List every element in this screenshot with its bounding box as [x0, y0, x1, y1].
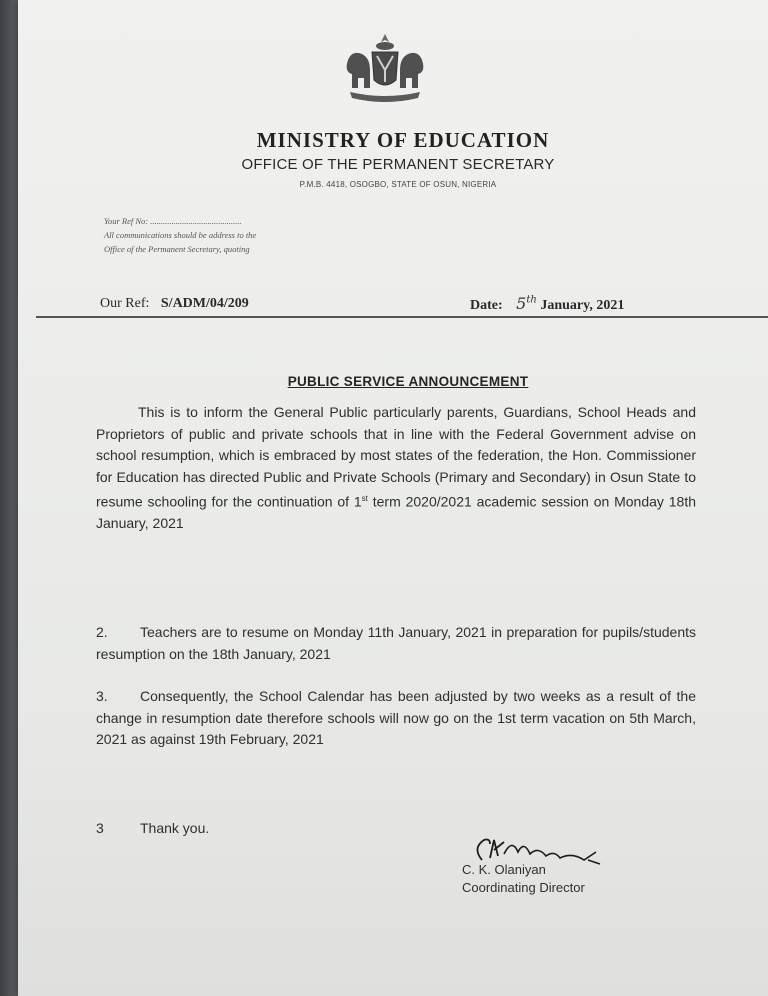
announcement-heading: PUBLIC SERVICE ANNOUNCEMENT: [287, 374, 529, 389]
office-subtitle: OFFICE OF THE PERMANENT SECRETARY: [241, 156, 555, 173]
our-ref-value: S/ADM/04/209: [160, 296, 249, 311]
paragraph-4: 3 Thank you.: [96, 818, 696, 840]
paragraph-3: 3. Consequently, the School Calendar has been adjusted by two weeks as a result of the change in resumption date therefore schools will now go on the 1st term vacation on 5th March, 2021 as against 19th February, 2021: [96, 688, 696, 747]
reference-note-line: All communications should be address to the: [104, 230, 257, 240]
signatory-title: Coordinating Director: [462, 880, 585, 895]
handwritten-day: 5th: [516, 294, 537, 313]
letter-page: [18, 0, 768, 996]
reference-note-line: Your Ref No: ...........................................: [104, 216, 242, 226]
paragraph-number: 3: [96, 820, 104, 836]
paragraph-2: 2. Teachers are to resume on Monday 11th January, 2021 in preparation for pupils/students resumption on the 18th January, 2021: [96, 624, 696, 662]
reference-note-line: Office of the Permanent Secretary, quoting: [104, 244, 250, 254]
reference-note: [104, 214, 364, 256]
our-ref-label: Our Ref:: [100, 296, 150, 311]
header-divider: [36, 316, 768, 318]
paragraph-number: 3.: [96, 688, 108, 704]
paragraph-number: 2.: [96, 624, 108, 640]
letter-date: [470, 294, 624, 314]
coat-of-arms-emblem: [330, 30, 440, 110]
ministry-title: MINISTRY OF EDUCATION: [256, 128, 550, 152]
signatory-name: C. K. Olaniyan: [462, 862, 546, 877]
postal-address: P.M.B. 4418, OSOGBO, STATE OF OSUN, NIGERIA: [299, 180, 497, 189]
date-printed: January, 2021: [540, 298, 625, 313]
date-label: Date:: [470, 298, 503, 313]
paragraph-1: This is to inform the General Public particularly parents, Guardians, School Heads and Proprietors of public and private schools that in line with the Federal Government advise on school resumption, which is embraced by most states of the federation, the Hon. Commissioner for Education has directed Public and Private Schools (Primary and Secondary) in Osun State to resume schooling for the continuation of 1st term 2020/2021 academic session on Monday 18th January, 2021: [96, 404, 697, 532]
our-reference: [100, 296, 249, 312]
